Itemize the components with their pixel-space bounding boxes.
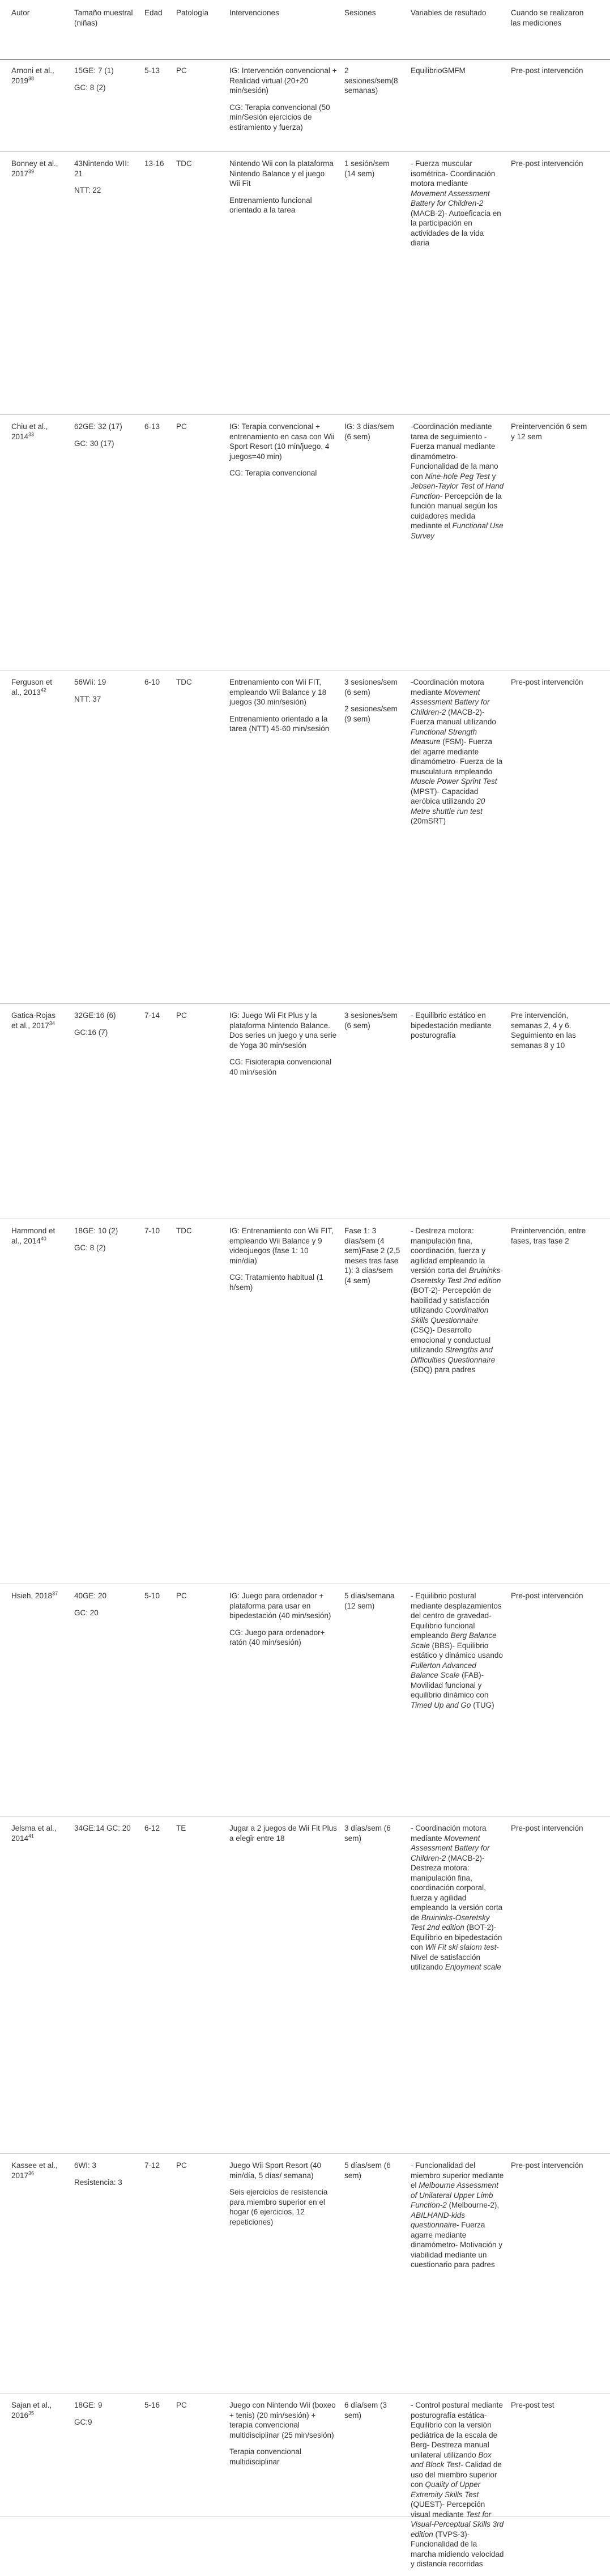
sample-cell: [74, 2393, 136, 2434]
table-header: [0, 0, 610, 60]
timing-cell: [511, 59, 590, 83]
timing-cell-line: Pre-post intervención: [511, 66, 583, 75]
timing-cell-line: Pre-post test: [511, 2401, 554, 2409]
author-name: Kassee et al., 2017: [11, 2161, 58, 2180]
interventions-cell-line: Entrenamiento con Wii FIT, empleando Wii Balance y 18 juegos (30 min/sesión): [229, 678, 327, 706]
reference-number: 41: [28, 1833, 35, 1839]
pathology-cell: TDC: [176, 159, 192, 168]
timing-cell: [511, 415, 590, 448]
outcome-text: (TVPS-3)- Funcionalidad de la marcha midiendo velocidad y distancia recorridas: [411, 2530, 504, 2568]
outcome-text: (BBS)- Equilibrio estático y dinámico usando: [411, 1641, 503, 1660]
interventions-cell-line: CG: Tratamiento habitual (1 h/sem): [229, 1273, 323, 1292]
age-cell: 6-12: [144, 1824, 160, 1832]
timing-cell-line: Pre-post intervención: [511, 2161, 583, 2170]
interventions-cell-line: Terapia convencional multidisciplinar: [229, 2447, 301, 2466]
outcomes-paragraph: [411, 66, 504, 76]
author-cell: [11, 1004, 62, 1030]
table-row: [0, 59, 610, 152]
sessions-cell-line: 5 días/semana (12 sem): [344, 1592, 395, 1610]
outcome-text: -Coordinación motora mediante: [411, 678, 484, 697]
sample-cell-line: GC:9: [74, 2417, 92, 2426]
outcomes-paragraph: [411, 677, 504, 826]
instrument-name: Jebsen-Taylor Test of Hand Function: [411, 482, 504, 500]
sessions-cell: [344, 152, 401, 185]
outcome-text: -Coordinación mediante tarea de seguimiento - Fuerza manual mediante dinamómetro- Funcionalidad de la mano con: [411, 422, 498, 481]
instrument-name: Test for Visual-Perceptual Skills 3rd edition: [411, 2510, 504, 2539]
timing-cell: [511, 152, 590, 176]
age-cell: 6-13: [144, 422, 160, 431]
outcome-text: EquilibrioGMFM: [411, 66, 466, 75]
table-row: [0, 670, 610, 1004]
sessions-cell-line: 6 día/sem (3 sem): [344, 2401, 387, 2420]
header-age: Edad: [144, 9, 163, 17]
author-name: Sajan et al., 2016: [11, 2401, 52, 2420]
author-name: Gatica-Rojas et al., 2017: [11, 1011, 56, 1030]
table-row: [0, 1817, 610, 2154]
sample-cell-line: 34GE:14 GC: 20: [74, 1824, 131, 1832]
sessions-cell-line: IG: 3 días/sem (6 sem): [344, 422, 394, 441]
timing-cell: [511, 2154, 590, 2178]
table-row: [0, 2393, 610, 2568]
interventions-cell-line: Juego Wii Sport Resort (40 min/día, 5 días/ semana): [229, 2161, 322, 2180]
pathology-cell: PC: [176, 66, 187, 75]
age-cell: 5-13: [144, 66, 160, 75]
outcomes-paragraph: [411, 1823, 504, 1972]
pathology-cell: PC: [176, 1011, 187, 1020]
outcomes-paragraph: [411, 1011, 504, 1041]
pathology-cell: TDC: [176, 1227, 192, 1235]
sample-cell: [74, 1817, 136, 1840]
sample-cell-line: 40GE: 20: [74, 1592, 107, 1600]
age-cell: 7-14: [144, 1011, 160, 1020]
outcomes-cell: [411, 415, 504, 548]
author-cell: [11, 152, 62, 179]
interventions-cell: [229, 1219, 337, 1299]
instrument-name: Fullerton Advanced Balance Scale: [411, 1661, 476, 1679]
sessions-cell: [344, 1219, 401, 1292]
interventions-cell-line: CG: Terapia convencional: [229, 469, 317, 477]
age-cell: 5-10: [144, 1592, 160, 1600]
interventions-cell: [229, 2154, 337, 2234]
outcome-text: - Equilibrio postural mediante desplazamientos del centro de gravedad- Equilibrio funcional empleando: [411, 1592, 502, 1640]
age-cell: 6-10: [144, 678, 160, 686]
sample-cell-line: 18GE: 10 (2): [74, 1227, 118, 1235]
outcome-text: (FSM)- Fuerza del agarre mediante dinamómetro- Fuerza de la musculatura empleando: [411, 737, 503, 776]
author-name: Jelsma et al., 2014: [11, 1824, 57, 1843]
table-row: [0, 415, 610, 670]
sample-cell: [74, 670, 136, 711]
header-author: Autor: [11, 9, 30, 17]
age-cell: 7-10: [144, 1227, 160, 1235]
interventions-cell: [229, 1584, 337, 1654]
instrument-name: Movement Assessment Battery for Children-2: [411, 1834, 490, 1862]
reference-number: 38: [28, 75, 35, 81]
sessions-cell: [344, 2154, 401, 2187]
header-sessions: Sesiones: [344, 9, 376, 17]
outcomes-paragraph: [411, 2161, 504, 2270]
instrument-name: Functional Use Survey: [411, 521, 504, 540]
instrument-name: Enjoyment scale: [445, 1963, 501, 1971]
outcomes-paragraph: [411, 2400, 504, 2569]
interventions-cell-line: Entrenamiento orientado a la tarea (NTT) 45-60 min/sesión: [229, 714, 330, 733]
timing-cell-line: Pre-post intervención: [511, 678, 583, 686]
table-row: [0, 2154, 610, 2393]
interventions-cell-line: IG: Juego para ordenador + plataforma para usar en bipedestación (40 min/sesión): [229, 1592, 331, 1620]
outcome-text: (Melbourne-2),: [446, 2201, 500, 2209]
age-cell: 5-16: [144, 2401, 160, 2409]
sample-cell-line: 6WI: 3: [74, 2161, 97, 2170]
interventions-cell-line: Nintendo Wii con la plataforma Nintendo Balance y el juego Wii Fit: [229, 159, 334, 188]
timing-cell: [511, 670, 590, 694]
outcome-text: (CSQ)- Desarrollo emocional y conductual utilizando: [411, 1326, 491, 1354]
sessions-cell-line: 1 sesión/sem (14 sem): [344, 159, 390, 178]
sample-cell: [74, 152, 136, 202]
sample-cell-line: GC: 8 (2): [74, 1243, 106, 1252]
reference-number: 37: [52, 1590, 58, 1597]
sample-cell-line: NTT: 37: [74, 694, 101, 703]
author-cell: [11, 670, 62, 697]
outcome-text: (MACB-2)- Autoeficacia en la participación en actividades de la vida diaria: [411, 209, 501, 247]
outcome-text: (BOT-2)- Percepción de habilidad y satisfacción utilizando: [411, 1286, 492, 1314]
timing-cell: [511, 1219, 590, 1253]
sessions-cell: [344, 1004, 401, 1037]
outcome-text: - Equilibrio estático en bipedestación mediante posturografía: [411, 1011, 492, 1039]
age-cell: 7-12: [144, 2161, 160, 2170]
sessions-cell: [344, 59, 401, 103]
instrument-name: Movement Assessment Battery for Children-2: [411, 688, 490, 716]
age-cell: 13-16: [144, 159, 164, 168]
reference-number: 36: [28, 2170, 35, 2176]
outcome-text: - Funcionalidad del miembro superior mediante el: [411, 2161, 504, 2189]
interventions-cell-line: Entrenamiento funcional orientado a la tarea: [229, 196, 312, 214]
sample-cell: [74, 415, 136, 455]
interventions-cell: [229, 1817, 337, 1850]
header-interventions: Intervenciones: [229, 9, 279, 17]
instrument-name: Wii Fit ski slalom test: [425, 1943, 497, 1951]
header-timing: Cuando se realizaron las mediciones: [511, 9, 584, 27]
reference-number: 34: [49, 1020, 55, 1026]
pathology-cell: TDC: [176, 678, 192, 686]
outcomes-cell: [411, 59, 504, 83]
table-row: [0, 152, 610, 415]
sessions-cell: [344, 1817, 401, 1850]
outcome-text: (20mSRT): [411, 817, 446, 825]
instrument-name: Timed Up and Go: [411, 1700, 471, 1709]
interventions-cell: [229, 59, 337, 139]
timing-cell: [511, 1817, 590, 1840]
interventions-cell-line: CG: Terapia convencional (50 min/Sesión ejercicios de estiramiento y fuerza): [229, 103, 330, 131]
outcomes-paragraph: [411, 1591, 504, 1710]
pathology-cell: PC: [176, 422, 187, 431]
outcomes-cell: [411, 2154, 504, 2277]
reference-number: 35: [28, 2410, 35, 2416]
instrument-name: Movement Assessment Battery for Children-2: [411, 189, 490, 207]
author-name: Ferguson et al., 2013: [11, 678, 53, 697]
sessions-cell-line: Fase 1: 3 días/sem (4 sem)Fase 2 (2,5 meses tras fase 1): 3 días/sem (4 sem): [344, 1227, 400, 1285]
author-cell: [11, 59, 62, 86]
interventions-cell-line: IG: Juego Wii Fit Plus y la plataforma Nintendo Balance. Dos series un juego y una serie de Yoga 30 min/sesión: [229, 1011, 337, 1050]
outcome-text: (MPST)- Capacidad aeróbica utilizando: [411, 787, 479, 805]
timing-cell-line: Pre-post intervención: [511, 1824, 583, 1832]
author-cell: [11, 2154, 62, 2180]
pathology-cell: PC: [176, 2161, 187, 2170]
outcome-text: (BOT-2)- Equilibrio en bipedestación con: [411, 1923, 502, 1951]
sample-cell-line: 32GE:16 (6): [74, 1011, 116, 1020]
interventions-cell-line: IG: Entrenamiento con Wii FIT, empleando Wii Balance y 9 videojuegos (fase 1: 10 min/día): [229, 1227, 334, 1265]
author-name: Arnoni et al., 2019: [11, 66, 54, 85]
interventions-cell: [229, 2393, 337, 2473]
outcome-text: (SDQ) para padres: [411, 1365, 476, 1374]
outcomes-cell: [411, 1817, 504, 1979]
sample-cell-line: GC: 20: [74, 1608, 99, 1617]
interventions-cell-line: Juego con Nintendo Wii (boxeo + tenis) (20 min/sesión) + terapia convencional multidisciplinar (25 min/sesión): [229, 2401, 336, 2439]
sample-cell: [74, 59, 136, 99]
outcome-text: - Percepción de la función manual según los cuidadores medida mediante el: [411, 491, 502, 530]
author-name: Bonney et al., 2017: [11, 159, 58, 178]
sessions-cell: [344, 1584, 401, 1618]
author-cell: [11, 415, 62, 442]
timing-cell: [511, 2393, 590, 2417]
reference-number: 33: [28, 431, 35, 437]
instrument-name: Bruininks-Oseretsky Test 2nd edition: [411, 1913, 490, 1932]
timing-cell-line: Preintervención, entre fases, tras fase 2: [511, 1227, 586, 1245]
outcome-text: y: [489, 472, 496, 481]
table-row: [0, 1584, 610, 1817]
header-sample: Tamaño muestral (niñas): [74, 9, 133, 27]
sample-cell-line: 43Nintendo WII: 21: [74, 159, 129, 178]
reference-number: 40: [40, 1236, 46, 1241]
sessions-cell: [344, 670, 401, 731]
instrument-name: ABILHAND-kids questionnaire: [411, 2210, 466, 2229]
timing-cell-line: Pre-post intervención: [511, 1592, 583, 1600]
timing-cell: [511, 1004, 590, 1057]
outcome-text: (TUG): [471, 1700, 494, 1709]
outcome-text: - Destreza motora: manipulación fina, coordinación, fuerza y agilidad empleando la versión corta del: [411, 1227, 486, 1275]
timing-cell: [511, 1584, 590, 1608]
instrument-name: Nine-hole Peg Test: [425, 472, 490, 481]
outcome-text: - Calidad de uso del miembro superior con: [411, 2460, 502, 2489]
sessions-cell-line: 3 sesiones/sem (6 sem): [344, 1011, 398, 1030]
timing-cell-line: Preintervención 6 sem y 12 sem: [511, 422, 587, 441]
sample-cell-line: GC: 8 (2): [74, 83, 106, 92]
outcome-text: - Fuerza muscular isométrica- Coordinación motora mediante: [411, 159, 496, 188]
interventions-cell-line: IG: Terapia convencional + entrenamiento en casa con Wii Sport Resort (10 min/juego, 4 juegos=40 min): [229, 422, 335, 461]
timing-cell-line: Pre intervención, semanas 2, 4 y 6. Seguimiento en las semanas 8 y 10: [511, 1011, 576, 1050]
instrument-name: Functional Strength Measure: [411, 727, 477, 746]
sample-cell: [74, 1584, 136, 1624]
author-cell: [11, 1817, 62, 1843]
sessions-cell: [344, 2393, 401, 2427]
timing-cell-line: Pre-post intervención: [511, 159, 583, 168]
sample-cell: [74, 1004, 136, 1044]
header-pathology: Patología: [176, 9, 209, 17]
instrument-name: Melbourne Assessment of Unilateral Upper Limb Function-2: [411, 2181, 498, 2209]
outcome-text: (FAB)- Movilidad funcional y equilibrio dinámico con: [411, 1671, 489, 1699]
outcomes-cell: [411, 670, 504, 833]
sessions-cell-line: 5 días/sem (6 sem): [344, 2161, 391, 2180]
sample-cell-line: 15GE: 7 (1): [74, 66, 114, 75]
interventions-cell: [229, 670, 337, 741]
outcomes-cell: [411, 1219, 504, 1382]
sessions-cell: [344, 415, 401, 448]
interventions-cell: [229, 415, 337, 485]
pathology-cell: TE: [176, 1824, 186, 1832]
interventions-cell-line: Jugar a 2 juegos de Wii Fit Plus a elegir entre 18: [229, 1824, 337, 1843]
outcome-text: (QUEST)- Percepción visual mediante: [411, 2500, 485, 2519]
sample-cell-line: GC: 30 (17): [74, 439, 114, 448]
author-cell: [11, 1584, 62, 1601]
outcome-text: (MACB-2)- Destreza motora: manipulación fina, coordinación corporal, fuerza y agilidad empleando la versión corta de: [411, 1853, 503, 1922]
sessions-cell-line: 2 sesiones/sem(8 semanas): [344, 66, 398, 95]
outcomes-cell: [411, 1584, 504, 1717]
sessions-cell-line: 3 días/sem (6 sem): [344, 1824, 391, 1843]
interventions-cell-line: IG: Intervención convencional + Realidad virtual (20+20 min/sesión): [229, 66, 337, 95]
reference-number: 39: [28, 168, 35, 174]
interventions-cell-line: Seis ejercicios de resistencia para miembro superior en el hogar (6 ejercicios, 12 repeticiones): [229, 2188, 328, 2226]
sample-cell-line: 62GE: 32 (17): [74, 422, 122, 431]
sample-cell: [74, 2154, 136, 2194]
instrument-name: 20 Metre shuttle run test: [411, 797, 485, 816]
outcomes-paragraph: [411, 422, 504, 541]
outcome-text: - Control postural mediante posturografía estática- Equilibrio con la versión pediátrica de la escala de Berg- Destreza manual unilateral utilizando: [411, 2401, 503, 2459]
instrument-name: Coordination Skills Questionnaire: [411, 1306, 489, 1325]
sample-cell-line: 18GE: 9: [74, 2401, 103, 2409]
outcomes-cell: [411, 152, 504, 255]
pathology-cell: PC: [176, 2401, 187, 2409]
instrument-name: Strengths and Difficulties Questionnaire: [411, 1346, 496, 1364]
header-outcomes: Variables de resultado: [411, 9, 487, 17]
sample-cell-line: GC:16 (7): [74, 1028, 108, 1037]
author-name: Hammond et al., 2014: [11, 1227, 56, 1245]
author-cell: [11, 1219, 62, 1246]
sample-cell-line: NTT: 22: [74, 186, 101, 194]
outcome-text: - Coordinación motora mediante: [411, 1824, 487, 1843]
outcome-text: - Fuerza agarre mediante dinamómetro- Motivación y viabilidad mediante un cuestionario para padres: [411, 2221, 503, 2269]
interventions-cell: [229, 152, 337, 222]
sample-cell-line: 56Wii: 19: [74, 678, 106, 686]
interventions-cell: [229, 1004, 337, 1084]
author-name: Chiu et al., 2014: [11, 422, 48, 441]
sessions-cell-line: 3 sesiones/sem (6 sem): [344, 678, 398, 697]
outcomes-cell: [411, 1004, 504, 1047]
sample-cell: [74, 1219, 136, 1259]
table-row: [0, 1219, 610, 1584]
sessions-cell-line: 2 sesiones/sem (9 sem): [344, 705, 398, 723]
author-name: Hsieh, 2018: [11, 1592, 53, 1600]
sample-cell-line: Resistencia: 3: [74, 2178, 122, 2187]
interventions-cell-line: CG: Juego para ordenador+ ratón (40 min/sesión): [229, 1628, 325, 1646]
instrument-name: Box and Block Test: [411, 2450, 492, 2469]
reference-number: 42: [40, 687, 46, 693]
instrument-name: Bruininks-Oseretsky Test 2nd edition: [411, 1266, 503, 1285]
outcomes-paragraph: [411, 1226, 504, 1375]
instrument-name: Quality of Upper Extremity Skills Test: [411, 2480, 481, 2499]
table-row: [0, 1004, 610, 1219]
pathology-cell: PC: [176, 1592, 187, 1600]
interventions-cell-line: CG: Fisioterapia convencional 40 min/sesión: [229, 1058, 332, 1076]
outcomes-cell: [411, 2393, 504, 2576]
instrument-name: Berg Balance Scale: [411, 1631, 497, 1650]
instrument-name: Muscle Power Sprint Test: [411, 777, 497, 786]
outcome-text: (MACB-2)- Fuerza manual utilizando: [411, 707, 496, 726]
author-cell: [11, 2393, 62, 2420]
outcomes-paragraph: [411, 159, 504, 248]
outcome-text: - Nivel de satisfacción utilizando: [411, 1943, 499, 1971]
